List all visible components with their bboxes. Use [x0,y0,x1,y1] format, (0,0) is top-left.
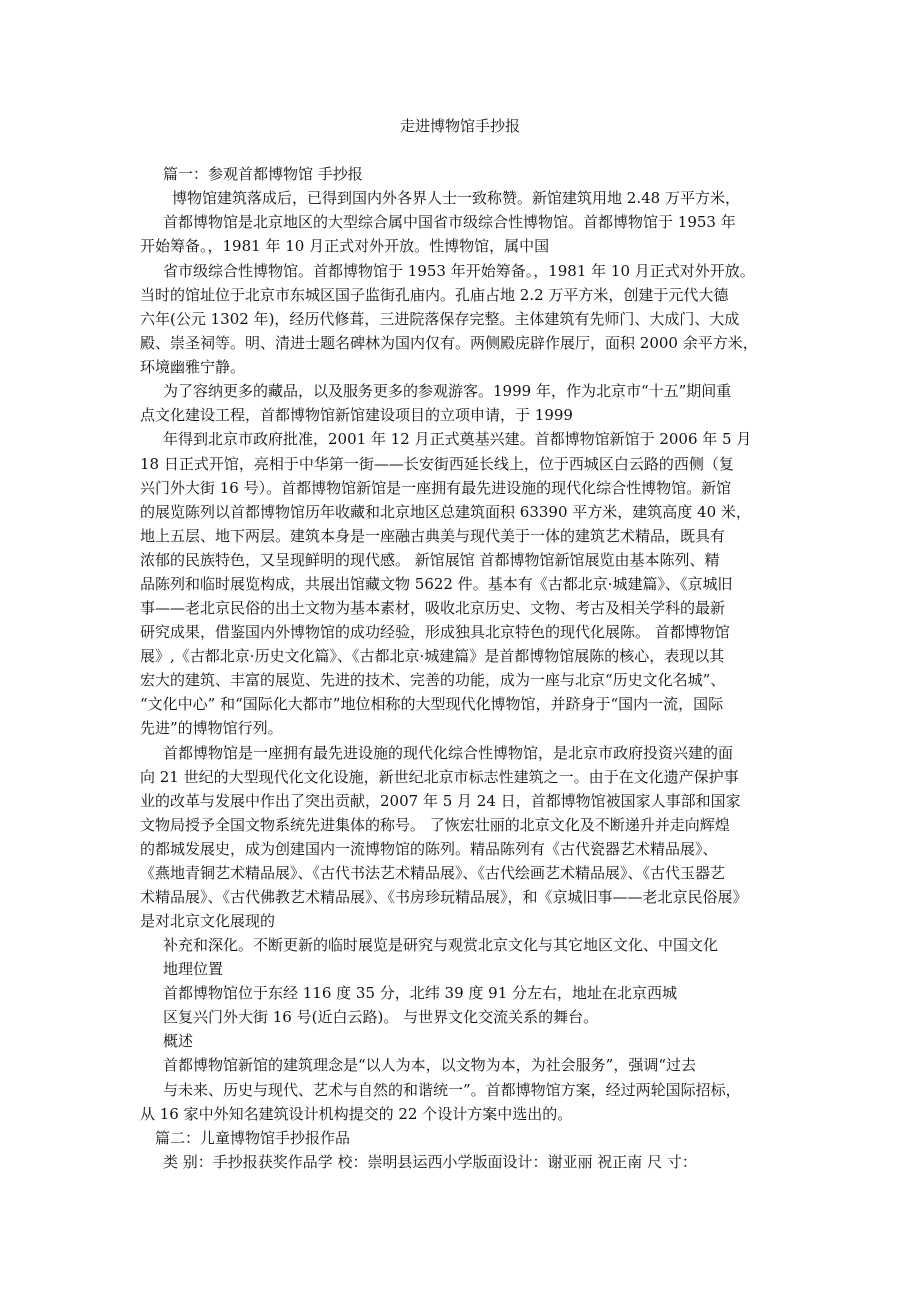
section-heading-2: 篇二：儿童博物馆手抄报作品 [155,1129,351,1147]
text-line: 文物局授予全国文物系统先进集体的称号。 了恢宏壮丽的北京文化及不断递升并走向辉煌 [140,816,730,834]
text-line: 是对北京文化展现的 [140,912,276,930]
text-line: 展》,《古都北京·历史文化篇》、《古都北京·城建篇》是首都博物馆展陈的核心，表现以其 [140,647,725,665]
text-line: 业的改革与发展中作出了突出贡献，2007 年 5 月 24 日，首都博物馆被国家人事部和国家 [140,792,741,810]
text-line: 浓郁的民族特色，又呈现鲜明的现代感。 新馆展馆 首都博物馆新馆展览由基本陈列、精 [140,551,720,569]
subheading: 地理位置 [163,960,224,978]
text-line: 区复兴门外大街 16 号(近白云路)。 与世界文化交流关系的舞台。 [163,1008,599,1026]
text-line: 首都博物馆是一座拥有最先进设施的现代化综合性博物馆，是北京市政府投资兴建的面 [163,744,734,762]
text-line: 向 21 世纪的大型现代化文化设施，新世纪北京市标志性建筑之一。由于在文化遗产保护事 [140,768,739,786]
text-line: 地上五层、地下两层。建筑本身是一座融古典美与现代美于一体的建筑艺术精品，既具有 [140,527,726,545]
text-line: 18 日正式开馆，亮相于中华第一街——长安街西延长线上，位于西城区白云路的西侧（复 [140,455,734,473]
text-line: 点文化建设工程，首都博物馆新馆建设项目的立项申请，于 1999 [140,406,573,424]
text-line: 事——老北京民俗的出土文物为基本素材，吸收北京历史、文物、考古及相关学科的最新 [140,599,726,617]
text-line: 六年(公元 1302 年)，经历代修葺，三进院落保存完整。主体建筑有先师门、大成门、大成 [140,310,740,328]
text-line: 年得到北京市政府批准，2001 年 12 月正式奠基兴建。首都博物馆新馆于 2006 年 5 月 [163,430,752,448]
text-line: 《燕地青铜艺术精品展》、《古代书法艺术精品展》、《古代绘画艺术精品展》、《古代玉器艺 [140,864,726,882]
text-line: 与未来、历史与现代、艺术与自然的和谐统一”。首都博物馆方案，经过两轮国际招标， [163,1081,741,1099]
text-line: 从 16 家中外知名建筑设计机构提交的 22 个设计方案中选出的。 [140,1105,573,1123]
text-line: 博物馆建筑落成后，已得到国内外各界人士一致称赞。新馆建筑用地 2.48 万平方米， [172,189,740,207]
section-heading-1: 篇一：参观首都博物馆 手抄报 [163,165,363,183]
text-line: 先进”的博物馆行列。 [140,719,283,737]
text-line: 的展览陈列以首都博物馆历年收藏和北京地区总建筑面积 63390 平方米，建筑高度 40 米， [140,503,751,521]
text-line: 的都城发展史，成为创建国内一流博物馆的陈列。精品陈列有《古代瓷器艺术精品展》、 [140,840,718,858]
document-title: 走进博物馆手抄报 [399,117,520,135]
text-line: 省市级综合性博物馆。首都博物馆于 1953 年开始筹备。，1981 年 10 月正式对外开放。 [163,262,755,280]
text-line: 开始筹备。，1981 年 10 月正式对外开放。性博物馆，属中国 [140,237,550,255]
text-line: 品陈列和临时展览构成，共展出馆藏文物 5622 件。基本有《古都北京·城建篇》、《京城旧 [140,575,733,593]
text-line: 殿、崇圣祠等。明、清进士题名碑林为国内仅有。两侧殿庑辟作展厅，面积 2000 余平方米， [140,334,758,352]
text-line: 首都博物馆新馆的建筑理念是“以人为本，以文物为本，为社会服务”，强调“过去 [163,1056,697,1074]
text-line: 当时的馆址位于北京市东城区国子监街孔庙内。孔庙占地 2.2 万平方米，创建于元代大德 [140,286,729,304]
text-line: 研究成果，借鉴国内外博物馆的成功经验，形成独具北京特色的现代化展陈。 首都博物馆 [140,623,730,641]
text-line: 宏大的建筑、丰富的展览、先进的技术、完善的功能，成为一座与北京“历史文化名城”、 [140,671,726,689]
text-line: 兴门外大街 16 号）。首都博物馆新馆是一座拥有最先进设施的现代化综合性博物馆。新馆 [140,479,732,497]
text-line: 为了容纳更多的藏品，以及服务更多的参观游客。1999 年，作为北京市“十五”期间重 [163,382,732,400]
text-line: 类 别：手抄报获奖作品学 校：崇明县运西小学版面设计：谢亚丽 祝正南 尺 寸： [163,1153,697,1171]
text-line: “文化中心” 和“国际化大都市”地位相称的大型现代化博物馆，并跻身于“国内一流，国际 [140,695,724,713]
text-line: 环境幽雅宁静。 [140,358,246,376]
text-line: 补充和深化。不断更新的临时展览是研究与观赏北京文化与其它地区文化、中国文化 [163,936,719,954]
text-line: 首都博物馆位于东经 116 度 35 分，北纬 39 度 91 分左右，地址在北京西城 [163,984,678,1002]
subheading: 概述 [163,1032,194,1050]
text-line: 术精品展》、《古代佛教艺术精品展》、《书房珍玩精品展》，和《京城旧事——老北京民俗展》 [140,888,748,906]
text-line: 首都博物馆是北京地区的大型综合属中国省市级综合性博物馆。首都博物馆于 1953 年 [163,213,736,231]
